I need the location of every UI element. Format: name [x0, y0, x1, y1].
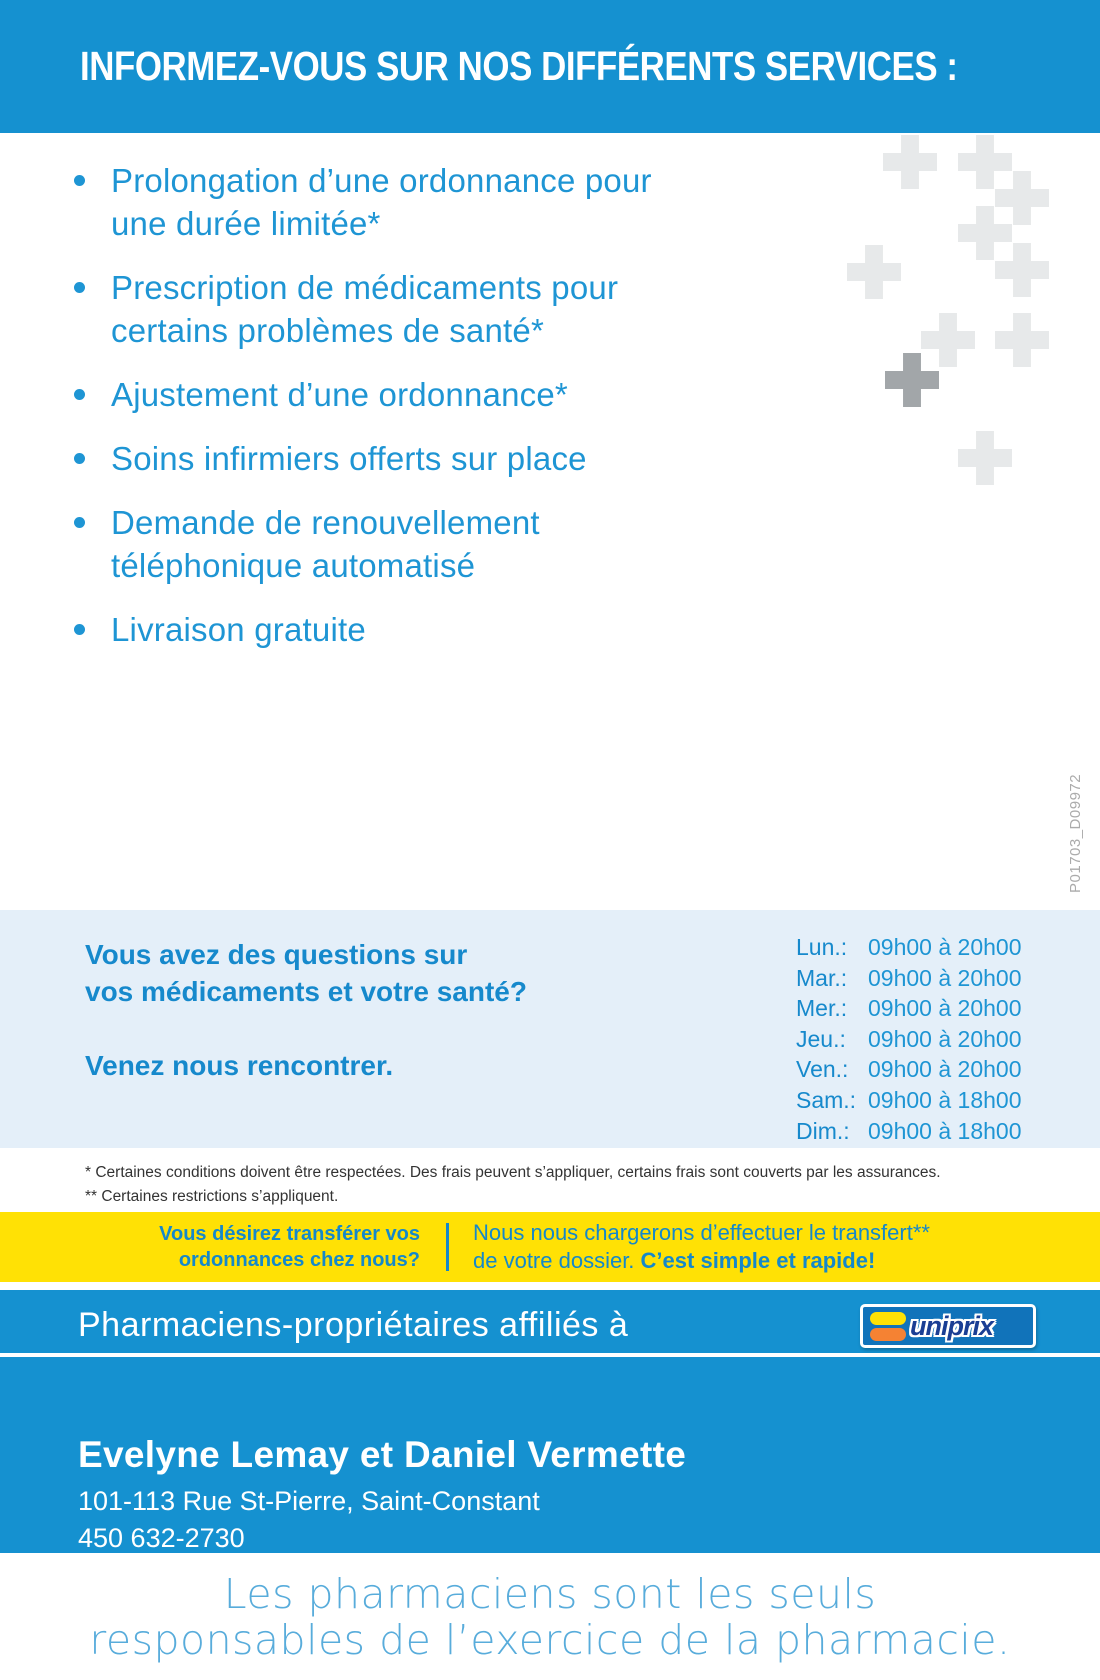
transfer-answer-bold: C’est simple et rapide!: [640, 1248, 876, 1273]
logo-bar-orange: [870, 1328, 906, 1341]
day-label: Sam.:: [796, 1086, 857, 1113]
contact-block: [78, 1434, 686, 1554]
service-text: [111, 437, 587, 480]
hours-table: [796, 932, 1022, 1146]
logo-bar-yellow: [870, 1312, 906, 1325]
footnotes: [0, 1148, 1100, 1212]
service-item: [74, 608, 1100, 651]
service-item: [74, 266, 1100, 352]
footnote-2: ** Certaines restrictions s’appliquent.: [85, 1188, 339, 1205]
bullet-icon: [74, 624, 85, 635]
transfer-question: [0, 1221, 420, 1273]
affiliation-label: Pharmaciens-propriétaires affiliés à: [78, 1306, 629, 1344]
hours-row: [796, 1054, 1022, 1085]
time-value: 09h00 à 18h00: [868, 1117, 1022, 1144]
time-value: 09h00 à 20h00: [868, 1056, 1022, 1083]
time-value: 09h00 à 20h00: [868, 1025, 1022, 1052]
brand-name: uniprix: [910, 1310, 994, 1341]
print-code: P01703_D09972: [1067, 773, 1084, 893]
service-line: certains problèmes de santé*: [111, 312, 545, 349]
address: 101-113 Rue St-Pierre, Saint-Constant: [78, 1486, 540, 1516]
page-title: INFORMEZ-VOUS SUR NOS DIFFÉRENTS SERVICES :: [80, 43, 958, 89]
footnote-1: * Certaines conditions doivent être respectées. Des frais peuvent s’appliquer, certains frais sont couverts par les assurances.: [85, 1164, 941, 1181]
bullet-icon: [74, 453, 85, 464]
service-line: Prolongation d’une ordonnance pour: [111, 162, 652, 199]
service-text: [111, 266, 618, 352]
time-value: 09h00 à 20h00: [868, 964, 1022, 991]
service-line: Demande de renouvellement: [111, 504, 540, 541]
service-line: Prescription de médicaments pour: [111, 269, 619, 306]
service-item: [74, 501, 1100, 587]
owners-name: Evelyne Lemay et Daniel Vermette: [78, 1434, 687, 1475]
day-label: Dim.:: [796, 1117, 850, 1144]
service-line: une durée limitée*: [111, 205, 381, 242]
hours-row: [796, 1024, 1022, 1055]
uniprix-logo: [860, 1304, 1036, 1348]
hours-row: [796, 1085, 1022, 1116]
questions-block: [85, 936, 527, 1082]
service-line: Ajustement d’une ordonnance*: [111, 376, 568, 413]
transfer-answer: [473, 1219, 930, 1275]
service-item: [74, 373, 1100, 416]
bullet-icon: [74, 282, 85, 293]
service-text: [111, 501, 540, 587]
service-text: [111, 159, 652, 245]
hours-row: [796, 963, 1022, 994]
transfer-question-line: ordonnances chez nous?: [178, 1249, 420, 1271]
transfer-answer-line: Nous nous chargerons d’effectuer le transfert**: [473, 1220, 930, 1245]
day-label: Lun.:: [796, 934, 848, 960]
bullet-icon: [74, 175, 85, 186]
hours-row: [796, 1116, 1022, 1147]
phone-number: 450 632-2730: [78, 1523, 245, 1553]
service-item: [74, 437, 1100, 480]
services-list: [0, 133, 1100, 651]
meet-us-text: Venez nous rencontrer.: [85, 1050, 394, 1081]
hours-row: [796, 993, 1022, 1024]
time-value: 09h00 à 20h00: [868, 995, 1022, 1022]
disclaimer: [0, 1553, 1100, 1680]
transfer-answer-line: [473, 1247, 930, 1275]
bullet-icon: [74, 517, 85, 528]
services-section: [0, 133, 1100, 910]
transfer-answer-regular: de votre dossier.: [473, 1248, 641, 1273]
day-label: Ven.:: [796, 1056, 849, 1083]
service-text: [111, 608, 366, 651]
horizontal-divider: [0, 1353, 1100, 1357]
transfer-banner: [0, 1212, 1100, 1282]
service-item: [74, 159, 1100, 245]
vertical-divider: [446, 1223, 449, 1271]
divider-gap: [0, 1282, 1100, 1290]
service-line: Livraison gratuite: [111, 611, 366, 648]
day-label: Mer.:: [796, 995, 848, 1022]
time-value: 09h00 à 20h00: [868, 934, 1022, 960]
time-value: 09h00 à 18h00: [868, 1086, 1022, 1113]
footer-band: [0, 1290, 1100, 1553]
info-band: [0, 910, 1100, 1148]
service-text: [111, 373, 568, 416]
transfer-question-line: Vous désirez transférer vos: [159, 1223, 420, 1245]
questions-line: vos médicaments et votre santé?: [85, 976, 527, 1007]
hours-row: [796, 932, 1022, 963]
questions-heading: [85, 936, 527, 1010]
disclaimer-line: Les pharmaciens sont les seuls: [223, 1570, 877, 1618]
header-band: [0, 0, 1100, 133]
service-line: téléphonique automatisé: [111, 547, 476, 584]
logo-bars: [870, 1312, 906, 1341]
day-label: Mar.:: [796, 964, 848, 991]
day-label: Jeu.:: [796, 1025, 846, 1052]
service-line: Soins infirmiers offerts sur place: [111, 440, 587, 477]
disclaimer-line: responsables de l’exercice de la pharmacie.: [89, 1616, 1011, 1664]
bullet-icon: [74, 389, 85, 400]
questions-line: Vous avez des questions sur: [85, 939, 468, 970]
